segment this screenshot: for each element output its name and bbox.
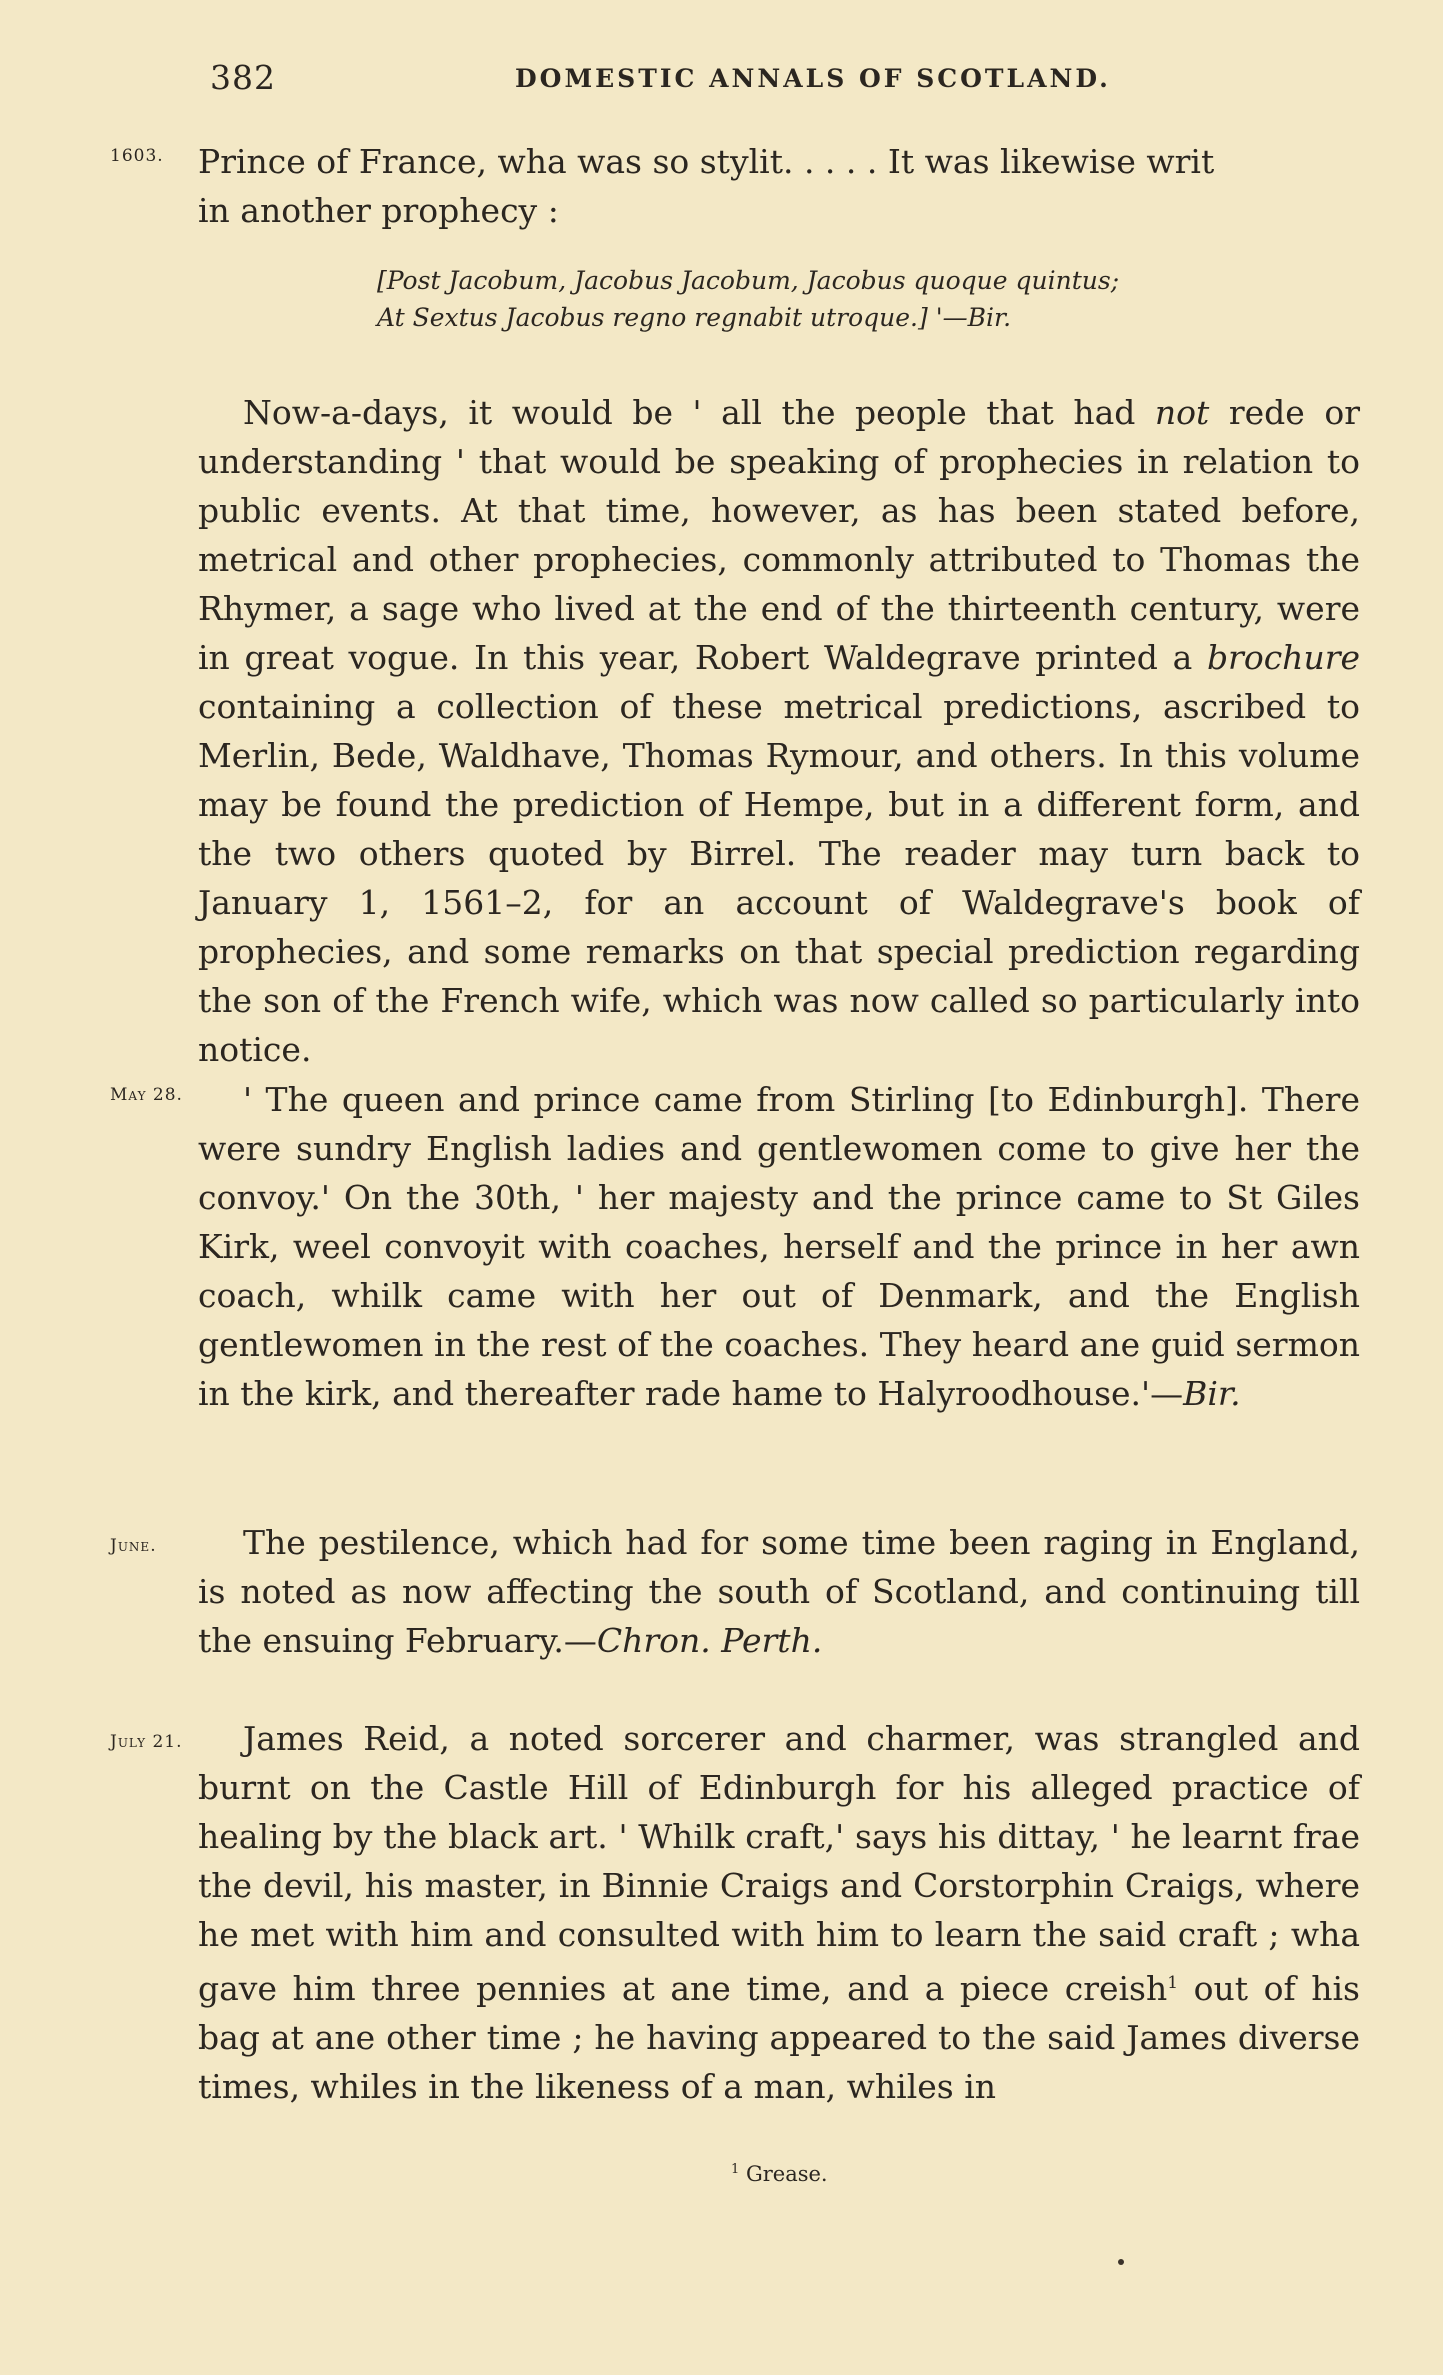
running-title: DOMESTIC ANNALS OF SCOTLAND. [515,64,1111,93]
paragraph-queen [198,1075,1360,1418]
paragraph-pestilence [198,1518,1360,1665]
opening-line-2: in another prophecy : [198,191,559,230]
opening-text [198,137,1360,235]
margin-date-june: June. [110,1536,157,1556]
footnote-text: Grease. [745,2162,828,2186]
latin-verse [377,262,1277,336]
footnote-reference: 1 [1167,1973,1179,1993]
margin-date-may: May 28. [110,1085,183,1105]
paragraph-pestilence-text: The pestilence, which had for some time been raging in England, is noted as now affecting the south of Scotland, and continuing till the ensuing February.—Chron. Perth. [198,1523,1360,1660]
paragraph-prophecies [198,388,1360,1074]
paragraph-prophecies-text: Now-a-days, it would be ' all the people that had not rede or understanding ' that would be speaking of prophecies in relation to public events. At that time, however, as has been stated before, metrical and other prophecies, commonly attributed to Thomas the Rhymer, a sage who lived at the end of the thirteenth century, were in great vogue. In this year, Robert Waldegrave printed a brochure containing a collection of these metrical predictions, ascribed to Merlin, Bede, Waldhave, Thomas Rymour, and others. In this volume may be found the prediction of Hempe, but in a different form, and the two others quoted by Birrel. The reader may turn back to January 1, 1561–2, for an account of Waldegrave's book of prophecies, and some remarks on that special prediction regarding the son of the French wife, which was now called so particularly into notice. [198,393,1360,1069]
verse-line-2: At Sextus Jacobus regno regnabit utroque.] '—Bir. [377,303,1012,332]
emphasis-not: not [1154,393,1210,432]
ink-dot [1118,2259,1124,2265]
page-number: 382 [210,58,276,97]
page-header [0,58,1443,108]
footnote [731,2162,828,2186]
paragraph-queen-text: ' The queen and prince came from Stirling [to Edinburgh]. There were sundry English ladies and gentlewomen come to give her the convoy.' On the 30th, ' her majesty and the prince came to St Giles Kirk, weel convoyit with coaches, herself and the prince in her awn coach, whilk came with her out of Denmark, and the English gentlewomen in the rest of the coaches. They heard ane guid sermon in the kirk, and thereafter rade hame to Halyroodhouse.'—Bir. [198,1080,1360,1413]
margin-date-july: July 21. [110,1732,183,1752]
verse-line-1: [Post Jacobum, Jacobus Jacobum, Jacobus quoque quintus; [377,266,1120,295]
paragraph-james-reid-text: James Reid, a noted sorcerer and charmer, was strangled and burnt on the Castle Hill of Edinburgh for his alleged practice of healing by the black art. ' Whilk craft,' says his dittay, ' he learnt frae the devil, his master, in Binnie Craigs and Corstorphin Craigs, where he met with him and consulted with him to learn the said craft ; wha gave him three pennies at ane time, and a piece creish$^1$ out of his bag at ane other time ; he having appeared to the said James diverse times, whiles in the likeness of a man, whiles in [198,1719,1360,2106]
emphasis-brochure: brochure [1206,638,1360,677]
margin-year: 1603. [110,146,164,166]
source-citation: Chron. Perth. [596,1621,823,1660]
opening-line-1: Prince of France, wha was so stylit. . . . . It was likewise writ [198,142,1215,181]
source-citation: Bir. [1183,1374,1241,1413]
paragraph-james-reid [198,1714,1360,2111]
footnote-marker: 1 [731,2162,740,2177]
